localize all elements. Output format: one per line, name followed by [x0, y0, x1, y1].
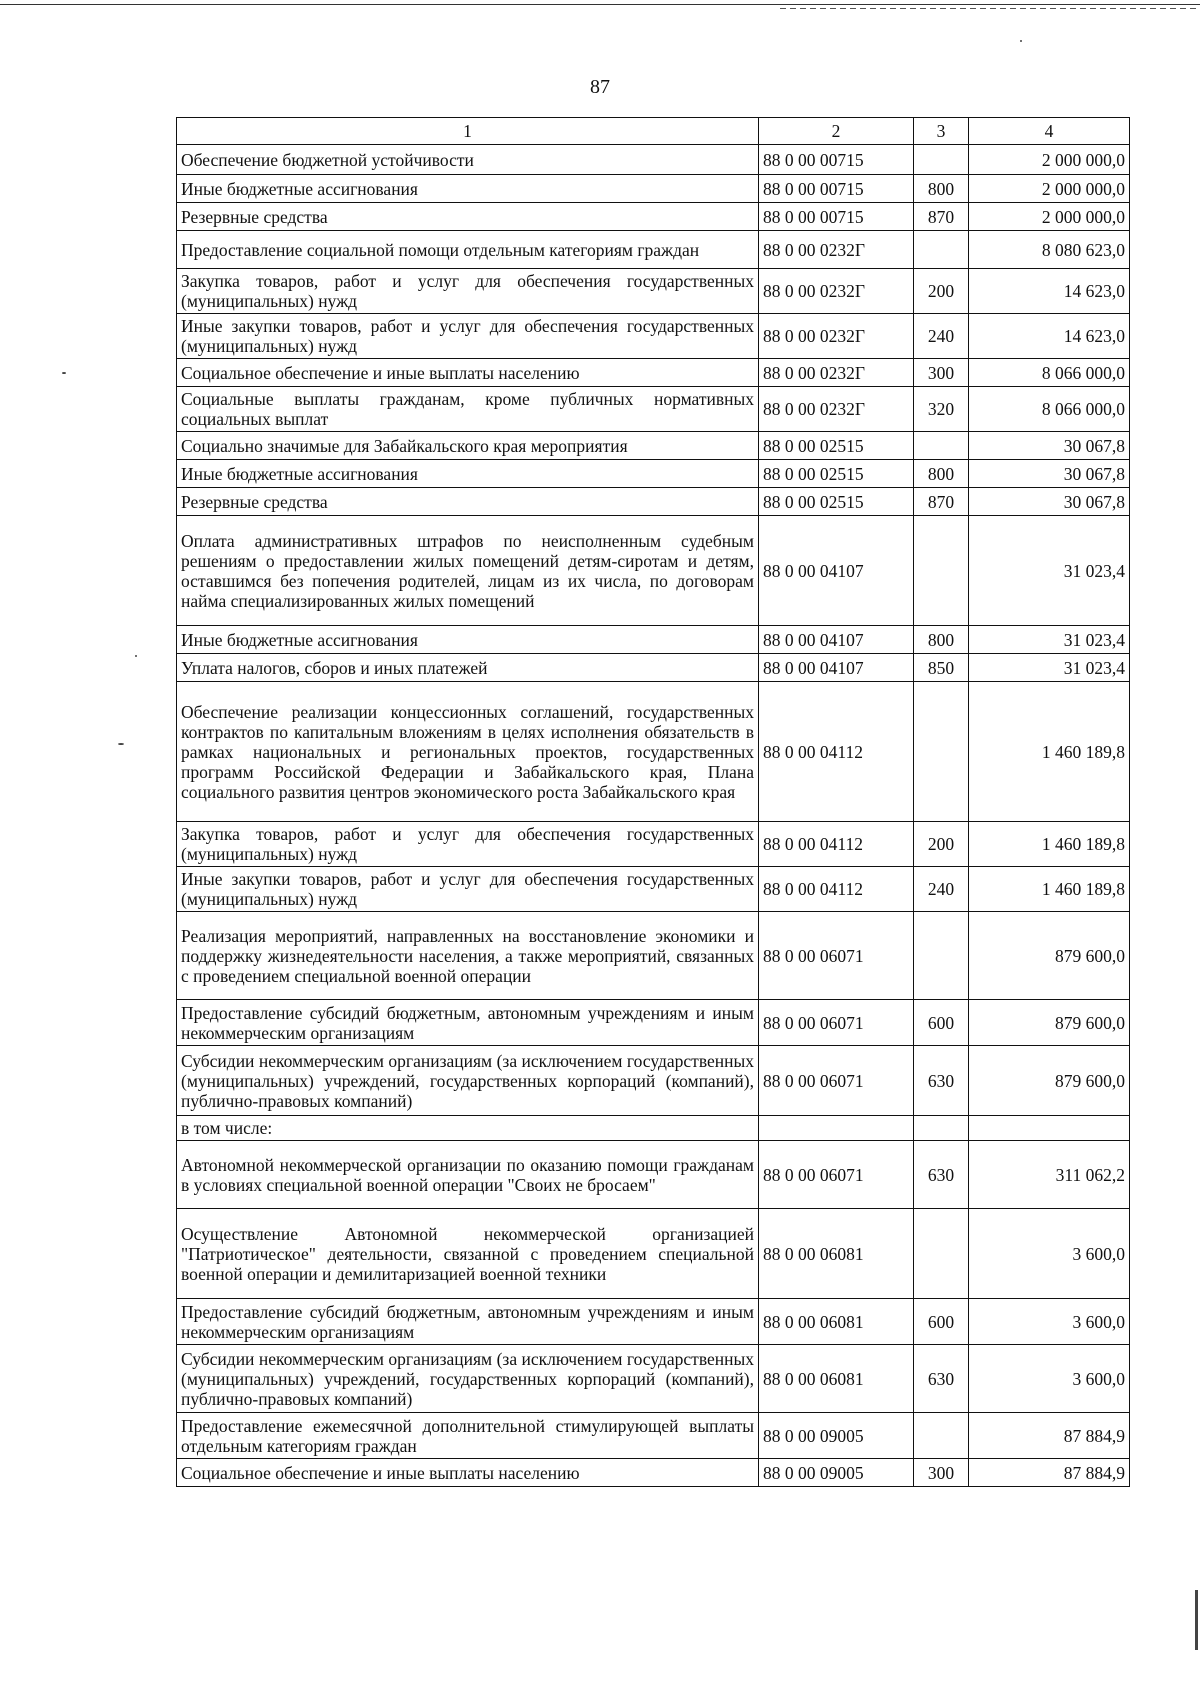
scan-border-line: [0, 4, 1200, 5]
table-row: [177, 516, 1130, 626]
row-type-cell: [914, 1209, 969, 1299]
row-amount-cell: 3 600,0: [969, 1345, 1130, 1413]
table-row: [177, 359, 1130, 387]
row-name-cell: Иные закупки товаров, работ и услуг для обеспечения государственных (муниципальных) нужд: [177, 867, 759, 912]
row-type-cell: 630: [914, 1141, 969, 1209]
table-row: [177, 867, 1130, 912]
row-name-cell: Иные бюджетные ассигнования: [177, 460, 759, 488]
row-type-cell: [914, 516, 969, 626]
row-amount-cell: 30 067,8: [969, 460, 1130, 488]
row-code-cell: 88 0 00 04107: [759, 626, 914, 654]
row-amount-cell: 2 000 000,0: [969, 203, 1130, 231]
row-type-cell: [914, 682, 969, 822]
row-code-cell: 88 0 00 00715: [759, 145, 914, 175]
table-row: [177, 1046, 1130, 1116]
row-code-cell: 88 0 00 04107: [759, 516, 914, 626]
row-amount-cell: 30 067,8: [969, 488, 1130, 516]
row-code-cell: 88 0 00 02515: [759, 432, 914, 460]
table-row: [177, 1209, 1130, 1299]
row-amount-cell: 8 066 000,0: [969, 359, 1130, 387]
row-amount-cell: 311 062,2: [969, 1141, 1130, 1209]
column-header-code: 2: [759, 118, 914, 145]
row-name-cell: Уплата налогов, сборов и иных платежей: [177, 654, 759, 682]
row-code-cell: 88 0 00 02515: [759, 460, 914, 488]
row-name-cell: Осуществление Автономной некоммерческой организацией "Патриотическое" деятельности, связанной с проведением специальной военной операции и демилитаризацией военной техники: [177, 1209, 759, 1299]
row-amount-cell: 879 600,0: [969, 1000, 1130, 1046]
row-type-cell: [914, 231, 969, 269]
row-amount-cell: 3 600,0: [969, 1299, 1130, 1345]
row-amount-cell: 14 623,0: [969, 269, 1130, 314]
table-row: [177, 175, 1130, 203]
row-code-cell: 88 0 00 06081: [759, 1209, 914, 1299]
row-name-cell: Реализация мероприятий, направленных на восстановление экономики и поддержку жизнедеятельности населения, а также мероприятий, связанных с проведением специальной военной операции: [177, 912, 759, 1000]
row-code-cell: 88 0 00 06071: [759, 1000, 914, 1046]
row-type-cell: 630: [914, 1046, 969, 1116]
table-row: [177, 1116, 1130, 1141]
row-type-cell: 870: [914, 203, 969, 231]
row-type-cell: 850: [914, 654, 969, 682]
row-name-cell: Автономной некоммерческой организации по оказанию помощи гражданам в условиях специальной военной операции "Своих не бросаем": [177, 1141, 759, 1209]
row-code-cell: 88 0 00 06071: [759, 1141, 914, 1209]
row-name-cell: Иные закупки товаров, работ и услуг для обеспечения государственных (муниципальных) нужд: [177, 314, 759, 359]
row-type-cell: 240: [914, 314, 969, 359]
scan-border-dashes: [780, 8, 1200, 9]
row-type-cell: 630: [914, 1345, 969, 1413]
row-name-cell: Закупка товаров, работ и услуг для обеспечения государственных (муниципальных) нужд: [177, 822, 759, 867]
row-code-cell: 88 0 00 09005: [759, 1413, 914, 1459]
row-name-cell: Социально значимые для Забайкальского края мероприятия: [177, 432, 759, 460]
row-code-cell: 88 0 00 06071: [759, 1046, 914, 1116]
row-amount-cell: 879 600,0: [969, 1046, 1130, 1116]
table-row: [177, 432, 1130, 460]
row-code-cell: 88 0 00 0232Г: [759, 359, 914, 387]
table-row: [177, 1459, 1130, 1487]
row-name-cell: Субсидии некоммерческим организациям (за исключением государственных (муниципальных) учреждений, государственных корпораций (компаний), публично-правовых компаний): [177, 1345, 759, 1413]
row-code-cell: 88 0 00 04112: [759, 822, 914, 867]
row-amount-cell: 1 460 189,8: [969, 682, 1130, 822]
table-row: [177, 682, 1130, 822]
row-name-cell: Предоставление субсидий бюджетным, автономным учреждениям и иным некоммерческим организациям: [177, 1299, 759, 1345]
table-row: [177, 145, 1130, 175]
row-type-cell: 240: [914, 867, 969, 912]
row-amount-cell: 31 023,4: [969, 516, 1130, 626]
row-type-cell: 200: [914, 269, 969, 314]
row-code-cell: 88 0 00 04112: [759, 682, 914, 822]
table-row: [177, 460, 1130, 488]
table-row: [177, 231, 1130, 269]
row-amount-cell: 14 623,0: [969, 314, 1130, 359]
row-amount-cell: 2 000 000,0: [969, 145, 1130, 175]
row-amount-cell: 30 067,8: [969, 432, 1130, 460]
row-name-cell: Субсидии некоммерческим организациям (за исключением государственных (муниципальных) учреждений, государственных корпораций (компаний), публично-правовых компаний): [177, 1046, 759, 1116]
row-type-cell: [914, 1116, 969, 1141]
table-body: [177, 118, 1130, 1487]
row-code-cell: 88 0 00 0232Г: [759, 231, 914, 269]
row-type-cell: 300: [914, 1459, 969, 1487]
table-row: [177, 1000, 1130, 1046]
table-row: [177, 269, 1130, 314]
row-name-cell: Резервные средства: [177, 488, 759, 516]
column-header-type: 3: [914, 118, 969, 145]
row-code-cell: 88 0 00 00715: [759, 175, 914, 203]
scan-speck: [1195, 1590, 1198, 1650]
table-row: [177, 1413, 1130, 1459]
row-code-cell: 88 0 00 0232Г: [759, 314, 914, 359]
row-amount-cell: 3 600,0: [969, 1209, 1130, 1299]
row-type-cell: 800: [914, 460, 969, 488]
row-code-cell: 88 0 00 04112: [759, 867, 914, 912]
page-number: 87: [590, 76, 610, 98]
table-row: [177, 1141, 1130, 1209]
row-name-cell: Социальное обеспечение и иные выплаты населению: [177, 359, 759, 387]
row-code-cell: 88 0 00 06081: [759, 1299, 914, 1345]
row-name-cell: Предоставление социальной помощи отдельным категориям граждан: [177, 231, 759, 269]
row-name-cell: Предоставление ежемесячной дополнительной стимулирующей выплаты отдельным категориям граждан: [177, 1413, 759, 1459]
row-type-cell: [914, 1413, 969, 1459]
table-row: [177, 488, 1130, 516]
row-code-cell: 88 0 00 00715: [759, 203, 914, 231]
row-type-cell: [914, 145, 969, 175]
row-type-cell: 200: [914, 822, 969, 867]
row-name-cell: Оплата административных штрафов по неисполненным судебным решениям о предоставлении жилых помещений детям-сиротам и детям, оставшимся без попечения родителей, лицам из их числа, по договорам найма специализированных жилых помещений: [177, 516, 759, 626]
table-row: [177, 1299, 1130, 1345]
table-row: [177, 387, 1130, 432]
row-code-cell: 88 0 00 0232Г: [759, 387, 914, 432]
row-code-cell: 88 0 00 06081: [759, 1345, 914, 1413]
row-type-cell: 300: [914, 359, 969, 387]
table-row: [177, 314, 1130, 359]
column-header-amount: 4: [969, 118, 1130, 145]
row-amount-cell: 31 023,4: [969, 654, 1130, 682]
table-row: [177, 626, 1130, 654]
table-row: [177, 1345, 1130, 1413]
row-code-cell: 88 0 00 0232Г: [759, 269, 914, 314]
row-amount-cell: 879 600,0: [969, 912, 1130, 1000]
row-name-cell: Обеспечение реализации концессионных соглашений, государственных контрактов по капитальным вложениям в целях исполнения обязательств в рамках национальных и региональных проектов, государственных программ Российской Федерации и Забайкальского края, Плана социального развития центров экономического роста Забайкальского края: [177, 682, 759, 822]
scan-speck: [1020, 40, 1022, 42]
row-code-cell: 88 0 00 09005: [759, 1459, 914, 1487]
row-name-cell: Закупка товаров, работ и услуг для обеспечения государственных (муниципальных) нужд: [177, 269, 759, 314]
table-header-row: [177, 118, 1130, 145]
row-type-cell: 320: [914, 387, 969, 432]
table-row: [177, 654, 1130, 682]
row-name-cell: Предоставление субсидий бюджетным, автономным учреждениям и иным некоммерческим организациям: [177, 1000, 759, 1046]
row-type-cell: 600: [914, 1000, 969, 1046]
row-type-cell: 870: [914, 488, 969, 516]
row-amount-cell: 8 080 623,0: [969, 231, 1130, 269]
row-type-cell: 800: [914, 626, 969, 654]
table-row: [177, 203, 1130, 231]
row-amount-cell: [969, 1116, 1130, 1141]
scan-speck: [135, 655, 137, 657]
budget-table: [176, 117, 1130, 1487]
row-amount-cell: 1 460 189,8: [969, 822, 1130, 867]
row-code-cell: [759, 1116, 914, 1141]
table-row: [177, 822, 1130, 867]
row-type-cell: 600: [914, 1299, 969, 1345]
scan-speck: [62, 372, 66, 374]
row-name-cell: Обеспечение бюджетной устойчивости: [177, 145, 759, 175]
row-name-cell: Социальные выплаты гражданам, кроме публичных нормативных социальных выплат: [177, 387, 759, 432]
column-header-name: 1: [177, 118, 759, 145]
row-type-cell: [914, 432, 969, 460]
row-name-cell: Резервные средства: [177, 203, 759, 231]
scan-speck: [118, 743, 124, 745]
row-amount-cell: 87 884,9: [969, 1459, 1130, 1487]
row-name-cell: в том числе:: [177, 1116, 759, 1141]
table-row: [177, 912, 1130, 1000]
row-type-cell: 800: [914, 175, 969, 203]
row-code-cell: 88 0 00 06071: [759, 912, 914, 1000]
row-code-cell: 88 0 00 02515: [759, 488, 914, 516]
row-code-cell: 88 0 00 04107: [759, 654, 914, 682]
row-amount-cell: 2 000 000,0: [969, 175, 1130, 203]
row-name-cell: Социальное обеспечение и иные выплаты населению: [177, 1459, 759, 1487]
row-type-cell: [914, 912, 969, 1000]
row-amount-cell: 87 884,9: [969, 1413, 1130, 1459]
row-amount-cell: 31 023,4: [969, 626, 1130, 654]
row-name-cell: Иные бюджетные ассигнования: [177, 626, 759, 654]
row-amount-cell: 8 066 000,0: [969, 387, 1130, 432]
row-amount-cell: 1 460 189,8: [969, 867, 1130, 912]
row-name-cell: Иные бюджетные ассигнования: [177, 175, 759, 203]
